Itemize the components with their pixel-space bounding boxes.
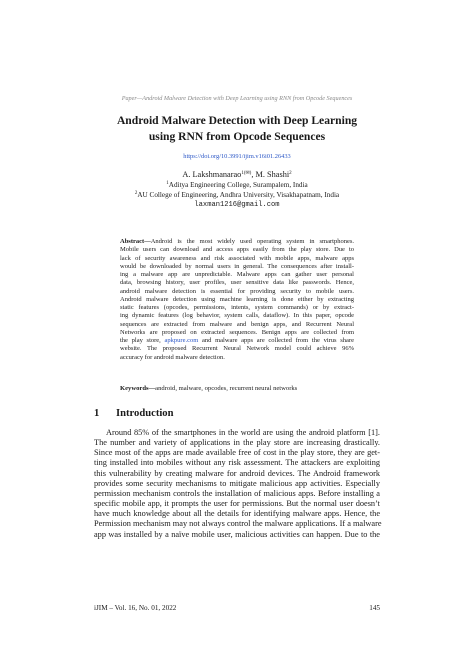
author-email[interactable]: laxman1216@gmail.com [194, 201, 280, 209]
abstract-line: sequences are extracted from malware and benign apps, and Recurrent Neural [120, 320, 354, 328]
body-line: specific mobile app, it prompts the user for permissions. But the normal user doesn’t [94, 499, 380, 509]
keywords-text: android, malware, opcodes, recurrent neural networks [155, 385, 298, 392]
abstract-line: ing a malware app are unpredictable. Malware apps can gather user personal [120, 271, 354, 278]
affiliation-2 [0, 190, 474, 200]
body-line: Around 85% of the smartphones in the world are using the android platform [1]. [106, 428, 380, 437]
body-line: Permission mechanism may not always control the malware applications. If a malware [94, 519, 382, 529]
body-line: The number and variety of applications in the play store are increasing drastically. [94, 438, 380, 448]
doi-link[interactable]: https://doi.org/10.3991/ijim.v16i01.26433 [183, 153, 291, 160]
abstract-line: data, browsing history, user profiles, user sensitive data like passwords. Hence, [120, 279, 354, 287]
author-1-name: A. Lakshmanarao [182, 170, 242, 179]
section-heading [94, 408, 174, 419]
body-line: have much knowledge about all the details for identifying malware apps. Hence, the [94, 509, 380, 519]
body-line: app was installed by a naïve mobile user, malicious activities can happen. Due to the [94, 529, 380, 539]
author-2-name: , M. Shashi [251, 170, 290, 179]
abstract-text: and malware apps are collected from the virus share [198, 337, 354, 344]
affiliation-2-text: AU College of Engineering, Andhra University, Visakhapatnam, India [137, 191, 340, 199]
affiliation-1-text: Aditya Engineering College, Surampalem, India [168, 181, 308, 189]
abstract-lead: Abstract— [120, 238, 151, 245]
abstract-line: accuracy for android malware detection. [120, 353, 225, 361]
affiliation-2-marker: 2 [134, 191, 138, 196]
body-line: Since most of the apps are made available free of cost in the play store, they are get- [94, 448, 380, 458]
body-line: ting installed into mobiles without any risk assessment. The attackers are exploiting [94, 458, 380, 468]
abstract-line: Networks are proposed on extracted sequences. Benign apps are collected from [120, 328, 354, 336]
abstract-line: static features (opcodes, permissions, intents, system commands) or by extract- [120, 304, 354, 311]
title-line-2: using RNN from Opcode Sequences [148, 129, 326, 143]
body-line: provides some security mechanisms to mitigate malicious app activities. Especially [94, 478, 380, 488]
abstract-line: android malware detection is essential for providing security to mobile users. [120, 287, 354, 295]
affiliation-1 [0, 180, 474, 190]
abstract-line: lack of security awareness and risk associated with mobile apps, malware apps [120, 254, 354, 262]
body-line: permission mechanism controls the installation of malicious apps. Before installing a [94, 488, 380, 498]
journal-citation: iJIM ‒ Vol. 16, No. 01, 2022 [94, 604, 177, 612]
abstract-line: ing dynamic features (log behavior, system calls, dataflow). In this paper, opcode [120, 312, 354, 320]
title-line-1: Android Malware Detection with Deep Learning [116, 114, 358, 127]
running-header: Paper—Android Malware Detection with Deep Learning using RNN from Opcode Sequences [121, 95, 353, 102]
section-number: 1 [94, 408, 100, 419]
abstract-line: Mobile users can download and access apps easily from the play store. Due to [120, 246, 354, 254]
author-2-marker: 2 [289, 171, 292, 176]
abstract-text: the play store, [120, 337, 165, 344]
abstract-line: website. The proposed Recurrent Neural Network model could achieve 96% [120, 345, 354, 353]
section-title: Introduction [116, 408, 174, 419]
author-1-marker: 1(✉) [241, 171, 252, 176]
author-names [0, 170, 474, 180]
keywords [120, 385, 354, 392]
abstract-line: Android malware detection using machine learning is done either by extracting [120, 295, 354, 303]
abstract [120, 238, 354, 362]
paper-title [60, 113, 414, 144]
abstract-line [120, 337, 354, 345]
abstract-line [120, 238, 354, 246]
abstract-line: would be downloaded by normal users in general. The consequences after install- [120, 262, 354, 270]
apkpure-link[interactable]: apkpure.com [164, 337, 199, 344]
abstract-line-text: Android is the most widely used operating system in smartphones. [150, 238, 354, 245]
page-number: 145 [369, 604, 380, 612]
author-block [0, 170, 474, 210]
affiliation-1-marker: 1 [166, 181, 169, 186]
body-text [94, 428, 380, 540]
keywords-lead: Keywords— [120, 385, 156, 392]
body-line: this vulnerability by creating malware for android devices. The Android framework [94, 468, 380, 478]
